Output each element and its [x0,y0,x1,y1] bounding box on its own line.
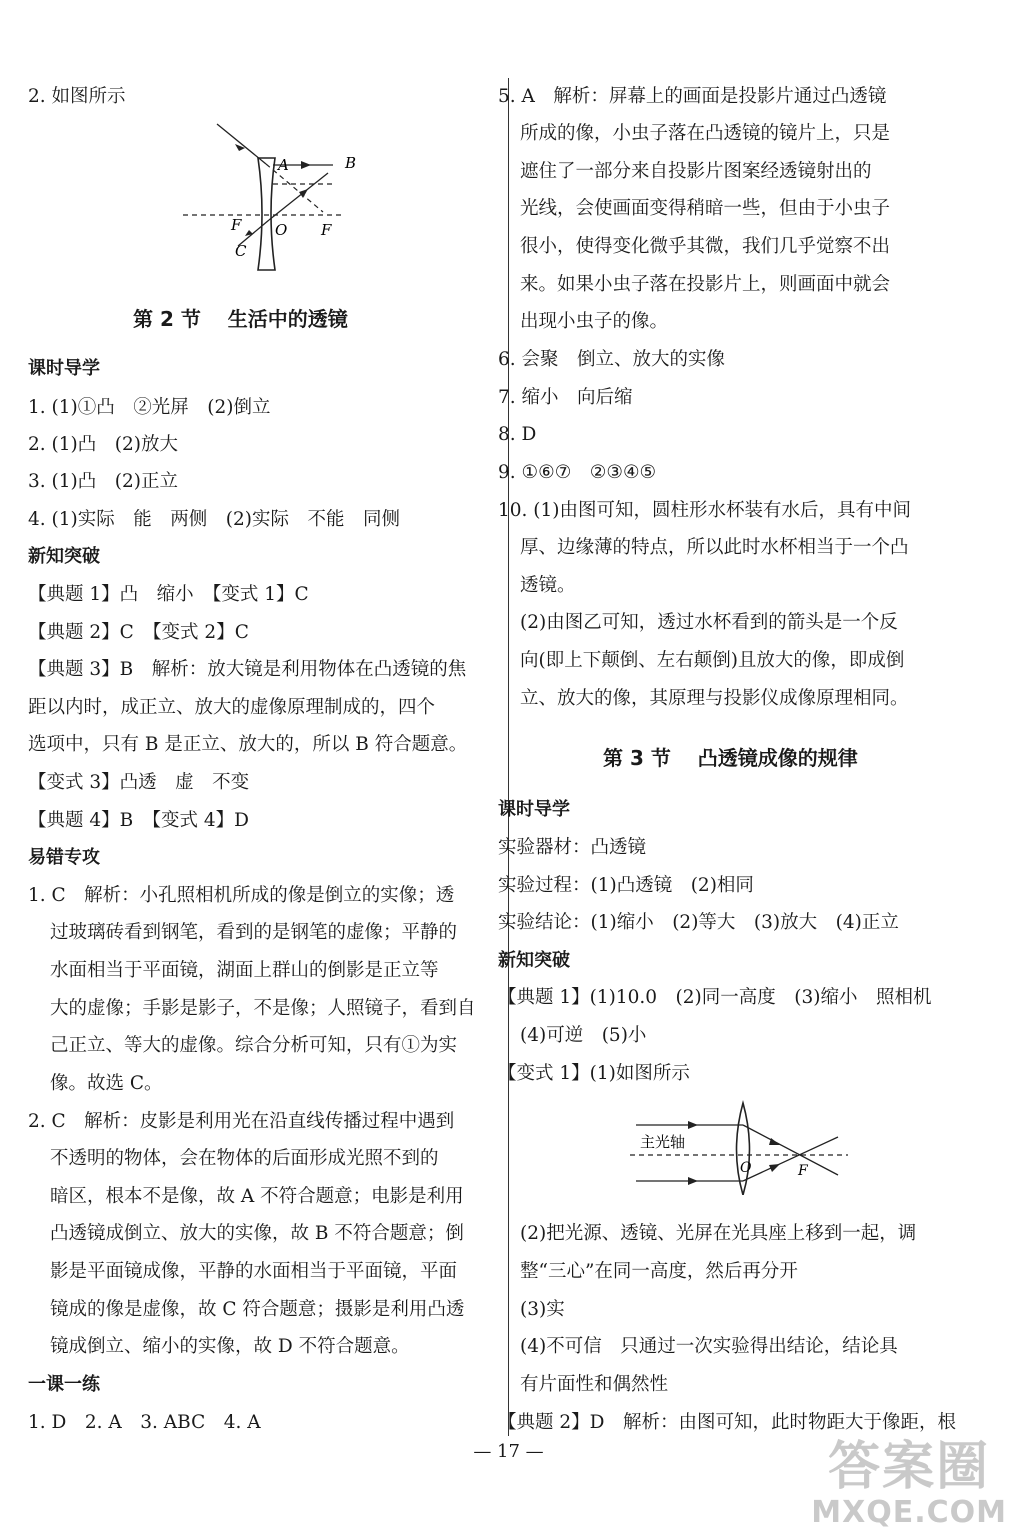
k-item-2: 2. (1)凸 (2)放大 [28,434,178,455]
q2-intro: 2. 如图所示 [28,86,126,107]
shiyan-jielun: 实验结论：(1)缩小 (2)等大 (3)放大 (4)正立 [498,912,899,933]
label-b: B [345,154,357,172]
label-f-right: F [321,221,332,239]
dianti-1-line1: 【典题 1】(1)10.0 (2)同一高度 (3)缩小 照相机 [498,987,932,1008]
yicuo-2-line6: 镜成的像是虚像，故 C 符合题意；摄影是利用凸透 [50,1299,465,1320]
bianshi-3: 【变式 3】凸透 虚 不变 [28,772,250,793]
r10-line4: (2)由图乙可知，透过水杯看到的箭头是一个反 [520,612,898,633]
convex-lens-diagram [628,1095,858,1195]
dianti-1: 【典题 1】凸 缩小 【变式 1】C [28,584,309,605]
watermark-bottom: MXQE.COM [811,1495,1007,1530]
yike-answers: 1. D 2. A 3. ABC 4. A [28,1412,261,1433]
label-a: A [278,156,289,174]
r10-line5: 向(即上下颠倒、左右颠倒)且放大的像，即成倒 [520,650,905,671]
yicuo-1-line5: 己正立、等大的虚像。综合分析可知，只有①为实 [50,1035,458,1056]
r7: 7. 缩小 向后缩 [498,387,633,408]
r10-line3: 透镜。 [520,575,576,596]
section-2-title: 第 2 节 生活中的透镜 [133,307,348,331]
r5-line1: 5. A 解析：屏幕上的画面是投影片通过凸透镜 [498,86,887,107]
label-c: C [235,242,247,260]
watermark [811,1438,1007,1530]
bianshi-1: 【变式 1】(1)如图所示 [498,1063,690,1084]
r10-line6: 立、放大的像，其原理与投影仪成像原理相同。 [520,688,909,709]
r10-line1: 10. (1)由图可知，圆柱形水杯装有水后，具有中间 [498,500,912,521]
concave-lens-diagram [173,118,503,278]
dianti-1-line2: (4)可逆 (5)小 [520,1025,647,1046]
r10-line2: 厚、边缘薄的特点，所以此时水杯相当于一个凸 [520,537,909,558]
label-f-left: F [231,216,242,234]
r9: 9. ①⑥⑦ ②③④⑤ [498,462,657,483]
yicuo-2-line3: 暗区，根本不是像，故 A 不符合题意；电影是利用 [50,1186,464,1207]
k-item-1: 1. (1)①凸 ②光屏 (2)倒立 [28,397,271,418]
shiyan-guocheng: 实验过程：(1)凸透镜 (2)相同 [498,875,754,896]
label-f: F [798,1163,808,1179]
label-o: O [740,1160,752,1176]
heading-yike: 一课一练 [28,1374,100,1395]
bianshi-1-part2-line2: 整“三心”在同一高度，然后再分开 [520,1261,798,1282]
r5-line2: 所成的像，小虫子落在凸透镜的镜片上，只是 [520,123,891,144]
page-number: — 17 — [473,1441,544,1462]
dianti-4: 【典题 4】B 【变式 4】D [28,810,249,831]
yicuo-2-line5: 影是平面镜成像，平静的水面相当于平面镜，平面 [50,1261,458,1282]
yicuo-2-line1: 2. C 解析：皮影是利用光在沿直线传播过程中遇到 [28,1111,455,1132]
dianti-3-line3: 选项中，只有 B 是正立、放大的，所以 B 符合题意。 [28,734,468,755]
r5-line5: 很小，使得变化微乎其微，我们几乎觉察不出 [520,236,891,257]
dianti-2: 【典题 2】C 【变式 2】C [28,622,249,643]
yicuo-1-line1: 1. C 解析：小孔照相机所成的像是倒立的实像；透 [28,885,455,906]
heading-ketang: 课时导学 [28,358,100,379]
watermark-top: 答案圈 [828,1437,991,1497]
shiyan-qicai: 实验器材：凸透镜 [498,837,647,858]
bianshi-1-part4-line1: (4)不可信 只通过一次实验得出结论，结论具 [520,1336,898,1357]
bianshi-1-part4-line2: 有片面性和偶然性 [520,1374,669,1395]
heading-xinzhi: 新知突破 [28,546,100,567]
yicuo-2-line4: 凸透镜成倒立、放大的实像，故 B 不符合题意；倒 [50,1223,464,1244]
yicuo-1-line3: 水面相当于平面镜，湖面上群山的倒影是正立等 [50,960,439,981]
dianti-3-line2: 距以内时，成正立、放大的虚像原理制成的，四个 [28,697,436,718]
heading-ketang-right: 课时导学 [498,799,570,820]
yicuo-1-line2: 过玻璃砖看到钢笔，看到的是钢笔的虚像；平静的 [50,922,458,943]
label-o: O [275,221,288,239]
r5-line7: 出现小虫子的像。 [520,311,669,332]
yicuo-1-line6: 像。故选 C。 [50,1073,163,1094]
bianshi-1-part3: (3)实 [520,1299,565,1320]
k-item-3: 3. (1)凸 (2)正立 [28,471,178,492]
heading-yicuo: 易错专攻 [28,847,100,868]
yicuo-2-line2: 不透明的物体，会在物体的后面形成光照不到的 [50,1148,439,1169]
bianshi-1-part2-line1: (2)把光源、透镜、光屏在光具座上移到一起，调 [520,1223,917,1244]
r5-line4: 光线，会使画面变得稍暗一些，但由于小虫子 [520,198,891,219]
section-3-title: 第 3 节 凸透镜成像的规律 [603,746,858,770]
label-main-axis: 主光轴 [640,1133,686,1151]
r5-line6: 来。如果小虫子落在投影片上，则画面中就会 [520,274,891,295]
dianti-2-right: 【典题 2】D 解析：由图可知，此时物距大于像距，根 [498,1412,956,1433]
r6: 6. 会聚 倒立、放大的实像 [498,349,726,370]
yicuo-2-line7: 镜成倒立、缩小的实像，故 D 不符合题意。 [50,1336,410,1357]
k-item-4: 4. (1)实际 能 两侧 (2)实际 不能 同侧 [28,509,400,530]
r5-line3: 遮住了一部分来自投影片图案经透镜射出的 [520,161,872,182]
heading-xinzhi-right: 新知突破 [498,950,570,971]
r8: 8. D [498,424,537,445]
dianti-3-line1: 【典题 3】B 解析：放大镜是利用物体在凸透镜的焦 [28,659,467,680]
yicuo-1-line4: 大的虚像；手影是影子，不是像；人照镜子，看到自 [50,998,476,1019]
